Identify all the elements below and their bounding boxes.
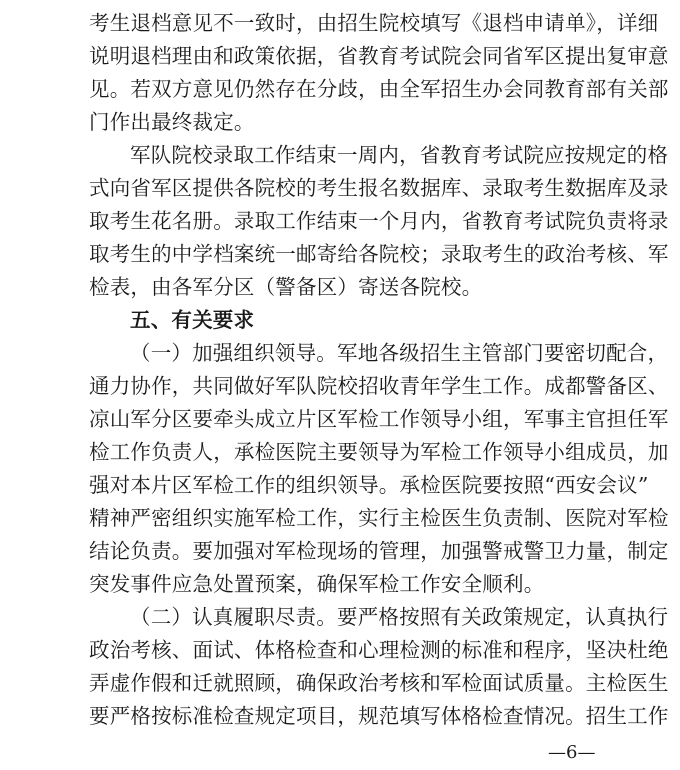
text-line-1 — [0, 5, 680, 41]
text-line-17-content: 结论负责。要加强对军检现场的管理，加强警戒警卫力量，制定 — [89, 539, 669, 563]
text-line-12 — [0, 368, 680, 404]
text-line-8 — [0, 236, 680, 272]
text-line-9-content: 检表，由各军分区（警备区）寄送各院校。 — [89, 275, 483, 299]
text-line-11-content: （一）加强组织领导。军地各级招生主管部门要密切配合， — [130, 341, 669, 365]
text-line-4-content: 门作出最终裁定。 — [89, 110, 255, 134]
text-line-9 — [0, 269, 680, 305]
text-line-7 — [0, 203, 680, 239]
text-line-17 — [0, 533, 680, 569]
text-line-16 — [0, 500, 680, 536]
text-line-18 — [0, 566, 680, 602]
text-line-12-content: 通力协作，共同做好军队院校招收青年学生工作。成都警备区、 — [89, 374, 669, 398]
text-line-3-content: 见。若双方意见仍然存在分歧，由全军招生办会同教育部有关部 — [89, 77, 669, 101]
text-line-15-content: 强对本片区军检工作的组织领导。承检医院要按照“西安会议” — [89, 473, 649, 497]
text-line-6 — [0, 170, 680, 206]
text-line-3 — [0, 71, 680, 107]
text-line-13 — [0, 401, 680, 437]
text-line-21 — [0, 665, 680, 701]
text-line-11 — [0, 335, 680, 371]
text-line-22-content: 要严格按标准检查规定项目，规范填写体格检查情况。招生工作 — [89, 704, 669, 728]
text-line-21-content: 弄虚作假和迁就照顾，确保政治考核和军检面试质量。主检医生 — [89, 671, 669, 695]
text-line-14-content: 检工作负责人，承检医院主要领导为军检工作领导小组成员，加 — [89, 440, 669, 464]
text-line-5 — [0, 137, 680, 173]
text-line-2 — [0, 38, 680, 74]
text-line-4 — [0, 104, 680, 140]
text-line-15 — [0, 467, 680, 503]
text-line-19 — [0, 599, 680, 635]
section-heading — [0, 302, 680, 338]
text-line-20-content: 政治考核、面试、体格检查和心理检测的标准和程序，坚决杜绝 — [89, 638, 669, 662]
text-line-1-content: 考生退档意见不一致时，由招生院校填写《退档申请单》，详细 — [89, 11, 659, 35]
text-line-8-content: 取考生的中学档案统一邮寄给各院校；录取考生的政治考核、军 — [89, 242, 669, 266]
text-line-2-content: 说明退档理由和政策依据，省教育考试院会同省军区提出复审意 — [89, 44, 669, 68]
text-line-7-content: 取考生花名册。录取工作结束一个月内，省教育考试院负责将录 — [89, 209, 669, 233]
text-line-14 — [0, 434, 680, 470]
text-line-16-content: 精神严密组织实施军检工作，实行主检医生负责制、医院对军检 — [89, 506, 669, 530]
text-line-6-content: 式向省军区提供各院校的考生报名数据库、录取考生数据库及录 — [89, 176, 669, 200]
text-line-5-content: 军队院校录取工作结束一周内，省教育考试院应按规定的格 — [130, 143, 669, 167]
text-line-20 — [0, 632, 680, 668]
section-heading-content: 五、有关要求 — [130, 308, 255, 332]
text-line-19-content: （二）认真履职尽责。要严格按照有关政策规定，认真执行 — [130, 605, 669, 629]
text-line-22 — [0, 698, 680, 734]
text-line-18-content: 突发事件应急处置预案，确保军检工作安全顺利。 — [89, 572, 545, 596]
page-number: —6— — [548, 742, 596, 763]
text-line-13-content: 凉山军分区要牵头成立片区军检工作领导小组，军事主官担任军 — [89, 407, 669, 431]
